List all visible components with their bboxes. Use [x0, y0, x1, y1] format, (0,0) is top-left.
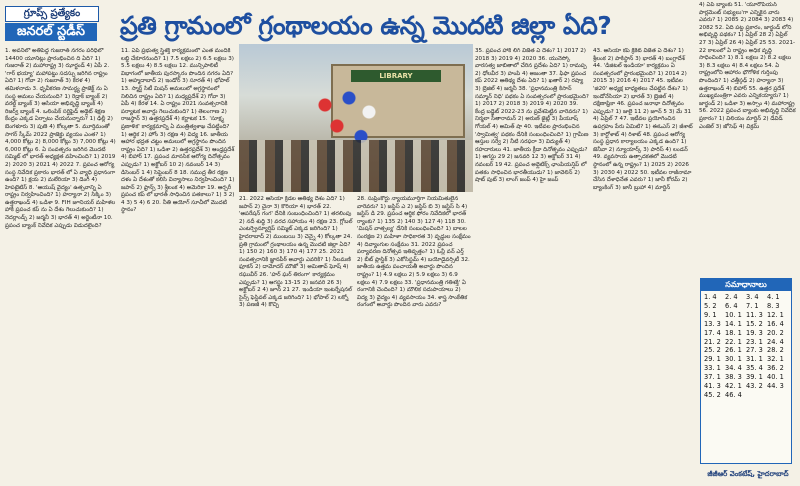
- column-text: 21. 2022 ఆసియా క్రీడల ఆతిథ్య దేశం ఏది? 1) జపాన్ 2) చైనా 3) కొరియా 4) భారత్ 22. 'ఆపరేషన్ గంగ' దేనికి సంబంధించింది? 1) తరలింపు 2) నదీ శుద్ధి 3) వరద సహాయం 4) రక్షణ 23. గ్లోబల్ ఎంటర్ప్రెన్యూర్షిప్ సమ్మిట్ ఎక్కడ జరిగింది? 1) హైదరాబాద్ 2) ముంబయి 3) చెన్నై 4) కోల్కతా 24. ప్రతి గ్రామంలో గ్రంథాలయం ఉన్న మొదటి జిల్లా ఏది? 1) 150 2) 160 3) 170 4) 177 25. 2021 సంవత్సరానికి జ్ఞానపీఠ్ అవార్డు ఎవరికి? 1) నీలమణి ఫూకన్ 2) దామోదర్ మౌజో 3) అమితావ్ ఘోష్ 4) రఘువీర్ 26. 'హర్ ఘర్ తిరంగా' కార్యక్రమం ఎప్పుడు? 1) ఆగస్టు 13-15 2) జనవరి 26 3) అక్టోబర్ 2 4) జూన్ 21 27. ఇండియా ఇంటర్నేషనల్ సైన్స్ ఫెస్టివల్ ఎక్కడ జరిగింది? 1) భోపాల్ 2) లక్నో 3) పణజీ 4) కొచ్చి: [239, 196, 353, 309]
- answer-key-entry: 17. 4: [704, 328, 721, 337]
- answer-key-entry: 3. 4: [746, 293, 759, 301]
- answer-key-entry: 20. 2: [767, 328, 784, 337]
- answer-key-entry: 35. 4: [746, 364, 763, 373]
- answer-key-entry: 28. 2: [767, 346, 784, 355]
- answer-key-grid: [701, 291, 791, 402]
- answer-key-entry: 37. 1: [704, 373, 721, 382]
- answer-key-entry: 4. 1: [767, 293, 780, 301]
- author-byline: జీజీఆర్ వెంకటేష్, హైదరాబాద్: [707, 470, 789, 478]
- answer-key-entry: 24. 4: [767, 337, 784, 346]
- answer-key-entry: 36. 2: [767, 364, 784, 373]
- answer-key-entry: 5. 2: [704, 301, 717, 310]
- question-column-3: [239, 196, 353, 484]
- answer-key-entry: 21. 2: [704, 337, 721, 346]
- library-photo: [239, 44, 473, 192]
- answer-key-entry: 38. 3: [725, 373, 742, 382]
- answer-key-entry: 27. 3: [746, 346, 763, 355]
- question-column-1: [5, 48, 117, 484]
- column-text: 11. ఏపీ ప్రభుత్వ స్త్రీశక్తి కార్యక్రమంలో ఎంత మందికి లబ్ధి చేకూరనుంది? 1) 7.5 లక్షలు 2) 6.5 లక్షలు 3) 5.5 లక్షలు 4) 8.5 లక్షలు 12. మున్సిపాలిటీ విభాగంలో జాతీయ పురస్కారం పొందిన నగరం ఏది? 1) అహ్మదాబాద్ 2) ఇండోర్ 3) సూరత్ 4) భోపాల్ 13. స్మార్ట్ సిటీ మిషన్ అమలులో అగ్రస్థానంలో నిలిచిన రాష్ట్రం ఏది? 1) మధ్యప్రదేశ్ 2) గోవా 3) ఏపీ 4) కేరళ 14. ఏ రాష్ట్రం 2021 సంవత్సరానికి పర్యాటక అవార్డు గెలుచుకుంది? 1) తెలంగాణ 2) రాజస్థాన్ 3) ఉత్తరప్రదేశ్ 4) కర్ణాటక 15. 'సూక్ష్మ ప్రణాళిక' కార్యక్రమాన్ని ఏ మంత్రిత్వశాఖ చేపట్టింది? 1) ఆర్థిక 2) హోం 3) రక్షణ 4) విద్య 16. జాతీయ ఆహార భద్రత చట్టం అమలులో అగ్రస్థానం పొందిన రాష్ట్రం ఏది? 1) ఒడిశా 2) ఉత్తరప్రదేశ్ 3) ఆంధ్రప్రదేశ్ 4) బిహార్ 17. ప్రపంచ మానసిక ఆరోగ్య దినోత్సవం ఎప్పుడు? 1) అక్టోబర్ 10 2) నవంబర్ 14 3) డిసెంబర్ 1 4) సెప్టెంబర్ 8 18. సముద్ర తీర రక్షణ దళం ఏ దేశంతో కలిసి విన్యాసాలు నిర్వహించింది? 1) జపాన్ 2) ఫ్రాన్స్ 3) శ్రీలంక 4) అమెరికా 19. ఆర్చరీ ప్రపంచ కప్ లో భారత్ సాధించిన పతకాలు? 1) 3 2) 4 3) 5 4) 6 20. నీతి ఆయోగ్ సూచీలో మొదటి స్థానం?: [121, 48, 235, 214]
- answer-key-entry: 34. 4: [725, 364, 742, 373]
- answer-key-entry: 32. 1: [767, 355, 784, 364]
- answer-key-entry: 42. 1: [725, 382, 742, 391]
- answer-key-entry: 15. 2: [746, 319, 763, 328]
- answer-key-entry: 16. 4: [767, 319, 784, 328]
- answer-key-entry: 6. 4: [725, 301, 738, 310]
- section-subtag: జనరల్ స్టడీస్: [5, 23, 97, 41]
- answer-key-entry: 13. 3: [704, 319, 721, 328]
- answer-key-entry: 31. 1: [746, 355, 763, 364]
- answer-key-entry: 41. 3: [704, 382, 721, 391]
- answer-key-entry: 7. 1: [746, 301, 759, 310]
- section-tag: గ్రూప్స్ ప్రత్యేకం: [5, 6, 99, 22]
- column-text: 28. సుప్రీంకోర్టు న్యాయమూర్తిగా నియమితులైన వారెవరు? 1) జస్టిస్ ఎ 2) జస్టిస్ బి 3) జస్టిస్ సి 4) జస్టిస్ డి 29. ప్రపంచ ఆర్థిక ఫోరం నివేదికలో భారత్ ర్యాంకు? 1) 135 2) 140 3) 127 4) 118 30. 'మిషన్ వాత్సల్య' దేనికి సంబంధించింది? 1) బాలల సంరక్షణ 2) మహిళా సాధికారత 3) వృద్ధుల సంక్షేమం 4) దివ్యాంగుల సంక్షేమం 31. 2022 ప్రపంచ పర్యావరణ దినోత్సవ ఇతివృత్తం? 1) ఓన్లీ వన్ ఎర్త్ 2) బీట్ ప్లాస్టిక్ 3) ఎకోసిస్టమ్ 4) బయోడైవర్సిటీ 32. జాతీయ ఉత్తమ పంచాయతీ అవార్డు పొందిన రాష్ట్రం? 1) 4.9 లక్షలు 2) 5.9 లక్షలు 3) 6.9 లక్షలు 4) 7.9 లక్షలు 33. 'ప్రధానమంత్రి గతిశక్తి' ఏ రంగానికి చెందింది? 1) మౌలిక సదుపాయాలు 2) విద్య 3) వైద్యం 4) వ్యవసాయం 34. శాస్త్ర సాంకేతిక రంగంలో అవార్డు పొందిన వారు ఎవరు?: [357, 196, 471, 309]
- library-sign: LIBRARY: [351, 70, 441, 82]
- answer-key-entry: 25. 2: [704, 346, 721, 355]
- answer-key-entry: 18. 1: [725, 328, 742, 337]
- answer-key-entry: 39. 1: [746, 373, 763, 382]
- answer-key-entry: 8. 3: [767, 301, 780, 310]
- answer-key-entry: 14. 1: [725, 319, 742, 328]
- answer-key-entry: 29. 1: [704, 355, 721, 364]
- column-text: 1. అవనిలో అతిపెద్ద గుజరాత్ నగరం పరిధిలో 14400 యూనిట్లు ప్రారంభించిన ది ఏది? 1) గుజరాత్ 2) మహారాష్ట్ర 3) ఝార్ఖండ్ 4) ఏపీ 2. 'గార్ భయ్యా' మహాపట్టు సదస్సు జరిగిన రాష్ట్రం ఏది? 1) గోవా 2) గుజరాత్ 3) కేరళ 4) తమిళనాడు 3. ధృవీకరణ సామర్థ్య ప్రాజెక్ట్ ను ఏ సంస్థ అమలు చేయనుంది? 1) రెడ్రాక్ బ్యాంక్ 2) వరల్డ్ బ్యాంక్ 3) ఆసియా అభివృద్ధి బ్యాంక్ 4) రిజర్వ్ బ్యాంక్ 4. ఒలింపిక్ సర్టిఫైడ్ అథ్లెట్ శిక్షణ కేంద్రం ఎక్కడ ఏర్పాటు చేయనున్నారు? 1) ఢిల్లీ 2) బెంగళూరు 3) పుణె 4) కోల్కతా 5. మూర్తిమంతో సాగర్ స్కీమ్ 2022 ప్రాజెక్టు వ్యయం ఎంత? 1) 4,000 కోట్లు 2) 8,000 కోట్లు 3) 7,000 కోట్లు 4) 6,000 కోట్లు 6. ఏ సంవత్సరం జరిగిన మొదటి సమ్మిట్ లో భారత్ అధ్యక్షత వహించింది? 1) 2019 2) 2020 3) 2021 4) 2022 7. ప్రపంచ ఆరోగ్య సంస్థ నివేదిక ప్రకారం భారత్ లో ఏ వ్యాధి ప్రధానంగా ఉంది? 1) క్షయ 2) మలేరియా 3) డెంగీ 4) హెపటైటిస్ 8. 'ఆయుష్ వైద్యం' ఉత్సవాన్ని ఏ రాష్ట్రం నిర్వహించింది? 1) హర్యానా 2) సిక్కిం 3) ఉత్తరాఖండ్ 4) ఒడిశా 9. FIH జూనియర్ మహిళల హాకీ ప్రపంచ కప్ ను ఏ దేశం గెలుచుకుంది? 1) నెదర్లాండ్స్ 2) జర్మనీ 3) భారత్ 4) అర్జెంటీనా 10. ప్రపంచ బ్యాంక్ నివేదిక ఎప్పుడు విడుదలైంది?: [5, 48, 116, 229]
- answer-key-box: [700, 278, 792, 464]
- answer-key-entry: 26. 1: [725, 346, 742, 355]
- answer-key-entry: 30. 1: [725, 355, 742, 364]
- column-text: 43. ఆసియా కప్ క్రికెట్ విజేత ఏ దేశం? 1) శ్రీలంక 2) పాకిస్థాన్ 3) భారత్ 4) బంగ్లాదేశ్ 44. 'డిజిటల్ ఇండియా' కార్యక్రమం ఏ సంవత్సరంలో ప్రారంభమైంది? 1) 2014 2) 2015 3) 2016 4) 2017 45. ఇటీవల 'జి20' అధ్యక్ష బాధ్యతలు చేపట్టిన దేశం? 1) ఇండోనేసియా 2) భారత్ 3) బ్రెజిల్ 4) దక్షిణాఫ్రికా 46. ప్రపంచ జనాభా దినోత్సవం ఎప్పుడు? 1) జులై 11 2) జూన్ 5 3) మే 31 4) ఏప్రిల్ 7 47. ఇటీవల ప్రయోగించిన ఉపగ్రహం పేరు ఏమిటి? 1) ఈఓఎస్ 2) జీశాట్ 3) కార్టోశాట్ 4) రిశాట్ 48. ప్రపంచ ఆరోగ్య సంస్థ ప్రధాన కార్యాలయం ఎక్కడ ఉంది? 1) జెనీవా 2) న్యూయార్క్ 3) పారిస్ 4) లండన్ 49. వ్యవసాయ ఉత్పాదకతలో మొదటి స్థానంలో ఉన్న రాష్ట్రం? 1) 2025 2) 2026 3) 2030 4) 2022 50. ఇటీవల రాజీనామా చేసిన దేశాధినేత ఎవరు? 1) జానీ కోరమ్ 2) బ్యాంకింగ్ 3) జానీ బ్రుహా 4) మార్టిన్: [593, 48, 693, 191]
- answer-key-entry: 40. 1: [767, 373, 784, 382]
- answer-key-entry: 22. 1: [725, 337, 742, 346]
- answer-key-entry: 45. 2: [704, 390, 721, 399]
- page-headline: ప్రతి గ్రామంలో గ్రంథాలయం ఉన్న మొదటి జిల్లా ఏది?: [120, 11, 612, 40]
- answer-key-entry: 19. 3: [746, 328, 763, 337]
- crowd: [239, 140, 473, 192]
- column-text: 4) ఏపీ బ్యాంకు 51. 'యూరోపియన్ పార్లమెంట్ సభ్యులు'గా ఎన్నికైన వారు ఎవరు? 1) 2085 2) 2084 3) 2083 4) 2082 52. ఏది పట్ట ప్రకారం, జార్ఖండ్ లోని అభివృద్ధి పథకం? 1) ఏప్రిల్ 28 2) ఏప్రిల్ 27 3) ఏప్రిల్ 26 4) ఏప్రిల్ 25 53. 2021-22 కాలంలో ఏ రాష్ట్రం అధిక వృద్ధి సాధించింది? 1) 8.1 లక్షలు 2) 8.2 లక్షలు 3) 8.3 లక్షలు 4) 8.4 లక్షలు 54. ఏ రాష్ట్రంలోని ఆహారం భౌగోళిక గుర్తింపు పొందింది? 1) చత్తీస్గఢ్ 2) హర్యానా 3) ఉత్తరాఖండ్ 4) బిహార్ 55. ఉత్తర ప్రదేశ్ ముఖ్యమంత్రిగా ఎవరు ఎన్నికయ్యారు? 1) జార్ఖండ్ 2) ఒడిశా 3) అస్సాం 4) మహారాష్ట్ర 56. 2022 ప్రపంచ బ్యాంకు అభివృద్ధి నివేదిక ప్రకారం? 1) విలియం మార్టిన్ 2) డేవిడ్ ఎంజెల్ 3) జోసెఫ్ 4) విక్రమ్: [699, 2, 796, 130]
- answer-key-entry: 2. 4: [725, 293, 738, 301]
- question-column-5: [475, 48, 589, 484]
- question-column-4: [357, 196, 471, 484]
- answer-key-entry: 10. 1: [725, 310, 742, 319]
- answer-key-entry: 23. 1: [746, 337, 763, 346]
- answer-key-title: సమాధానాలు: [701, 279, 791, 291]
- answer-key-entry: 11. 3: [746, 310, 763, 319]
- answer-key-entry: 1. 4: [704, 293, 717, 301]
- question-column-7: [699, 2, 796, 264]
- answer-key-entry: 46. 4: [725, 390, 742, 399]
- answer-key-entry: 12. 1: [767, 310, 784, 319]
- answer-key-entry: 44. 3: [767, 382, 784, 391]
- question-column-2: [121, 48, 235, 484]
- question-column-6: [593, 48, 695, 484]
- answer-key-entry: 33. 1: [704, 364, 721, 373]
- column-text: 35. ప్రపంచ హాకీ లీగ్ విజేత ఏ దేశం? 1) 2017 2) 2018 3) 2019 4) 2020 36. యునెస్కో వారసత్వ జాబితాలో చేరిన ప్రదేశం ఏది? 1) రామప్ప 2) ధోలవీర 3) హంపి 4) అజంతా 37. ఫిఫా ప్రపంచ కప్ 2022 ఆతిథ్య దేశం ఏది? 1) ఖతార్ 2) రష్యా 3) బ్రెజిల్ 4) జర్మనీ 38. 'ప్రధానమంత్రి కిసాన్ సమ్మాన్ నిధి' పథకం ఏ సంవత్సరంలో ప్రారంభమైంది? 1) 2017 2) 2018 3) 2019 4) 2020 39. కేంద్ర బడ్జెట్ 2022-23 ను ప్రవేశపెట్టిన వారెవరు? 1) నిర్మలా సీతారామన్ 2) అరుణ్ జైట్లీ 3) పీయూష్ గోయల్ 4) అమిత్ షా 40. ఇటీవల ప్రారంభించిన 'స్వామిత్వ' పథకం దేనికి సంబంధించింది? 1) గ్రామీణ ఆస్తుల సర్వే 2) నీటి సరఫరా 3) విద్యుత్ 4) రహదారులు 41. జాతీయ క్రీడా దినోత్సవం ఎప్పుడు? 1) ఆగస్టు 29 2) జనవరి 12 3) అక్టోబర్ 31 4) నవంబర్ 19 42. ప్రపంచ అథ్లెటిక్స్ ఛాంపియన్షిప్ లో పతకం సాధించిన భారతీయుడు? 1) జావెలిన్ 2) షాట్ పుట్ 3) లాంగ్ జంప్ 4) హై జంప్: [475, 48, 589, 184]
- answer-key-entry: 9. 1: [704, 310, 717, 319]
- answer-key-entry: 43. 2: [746, 382, 763, 391]
